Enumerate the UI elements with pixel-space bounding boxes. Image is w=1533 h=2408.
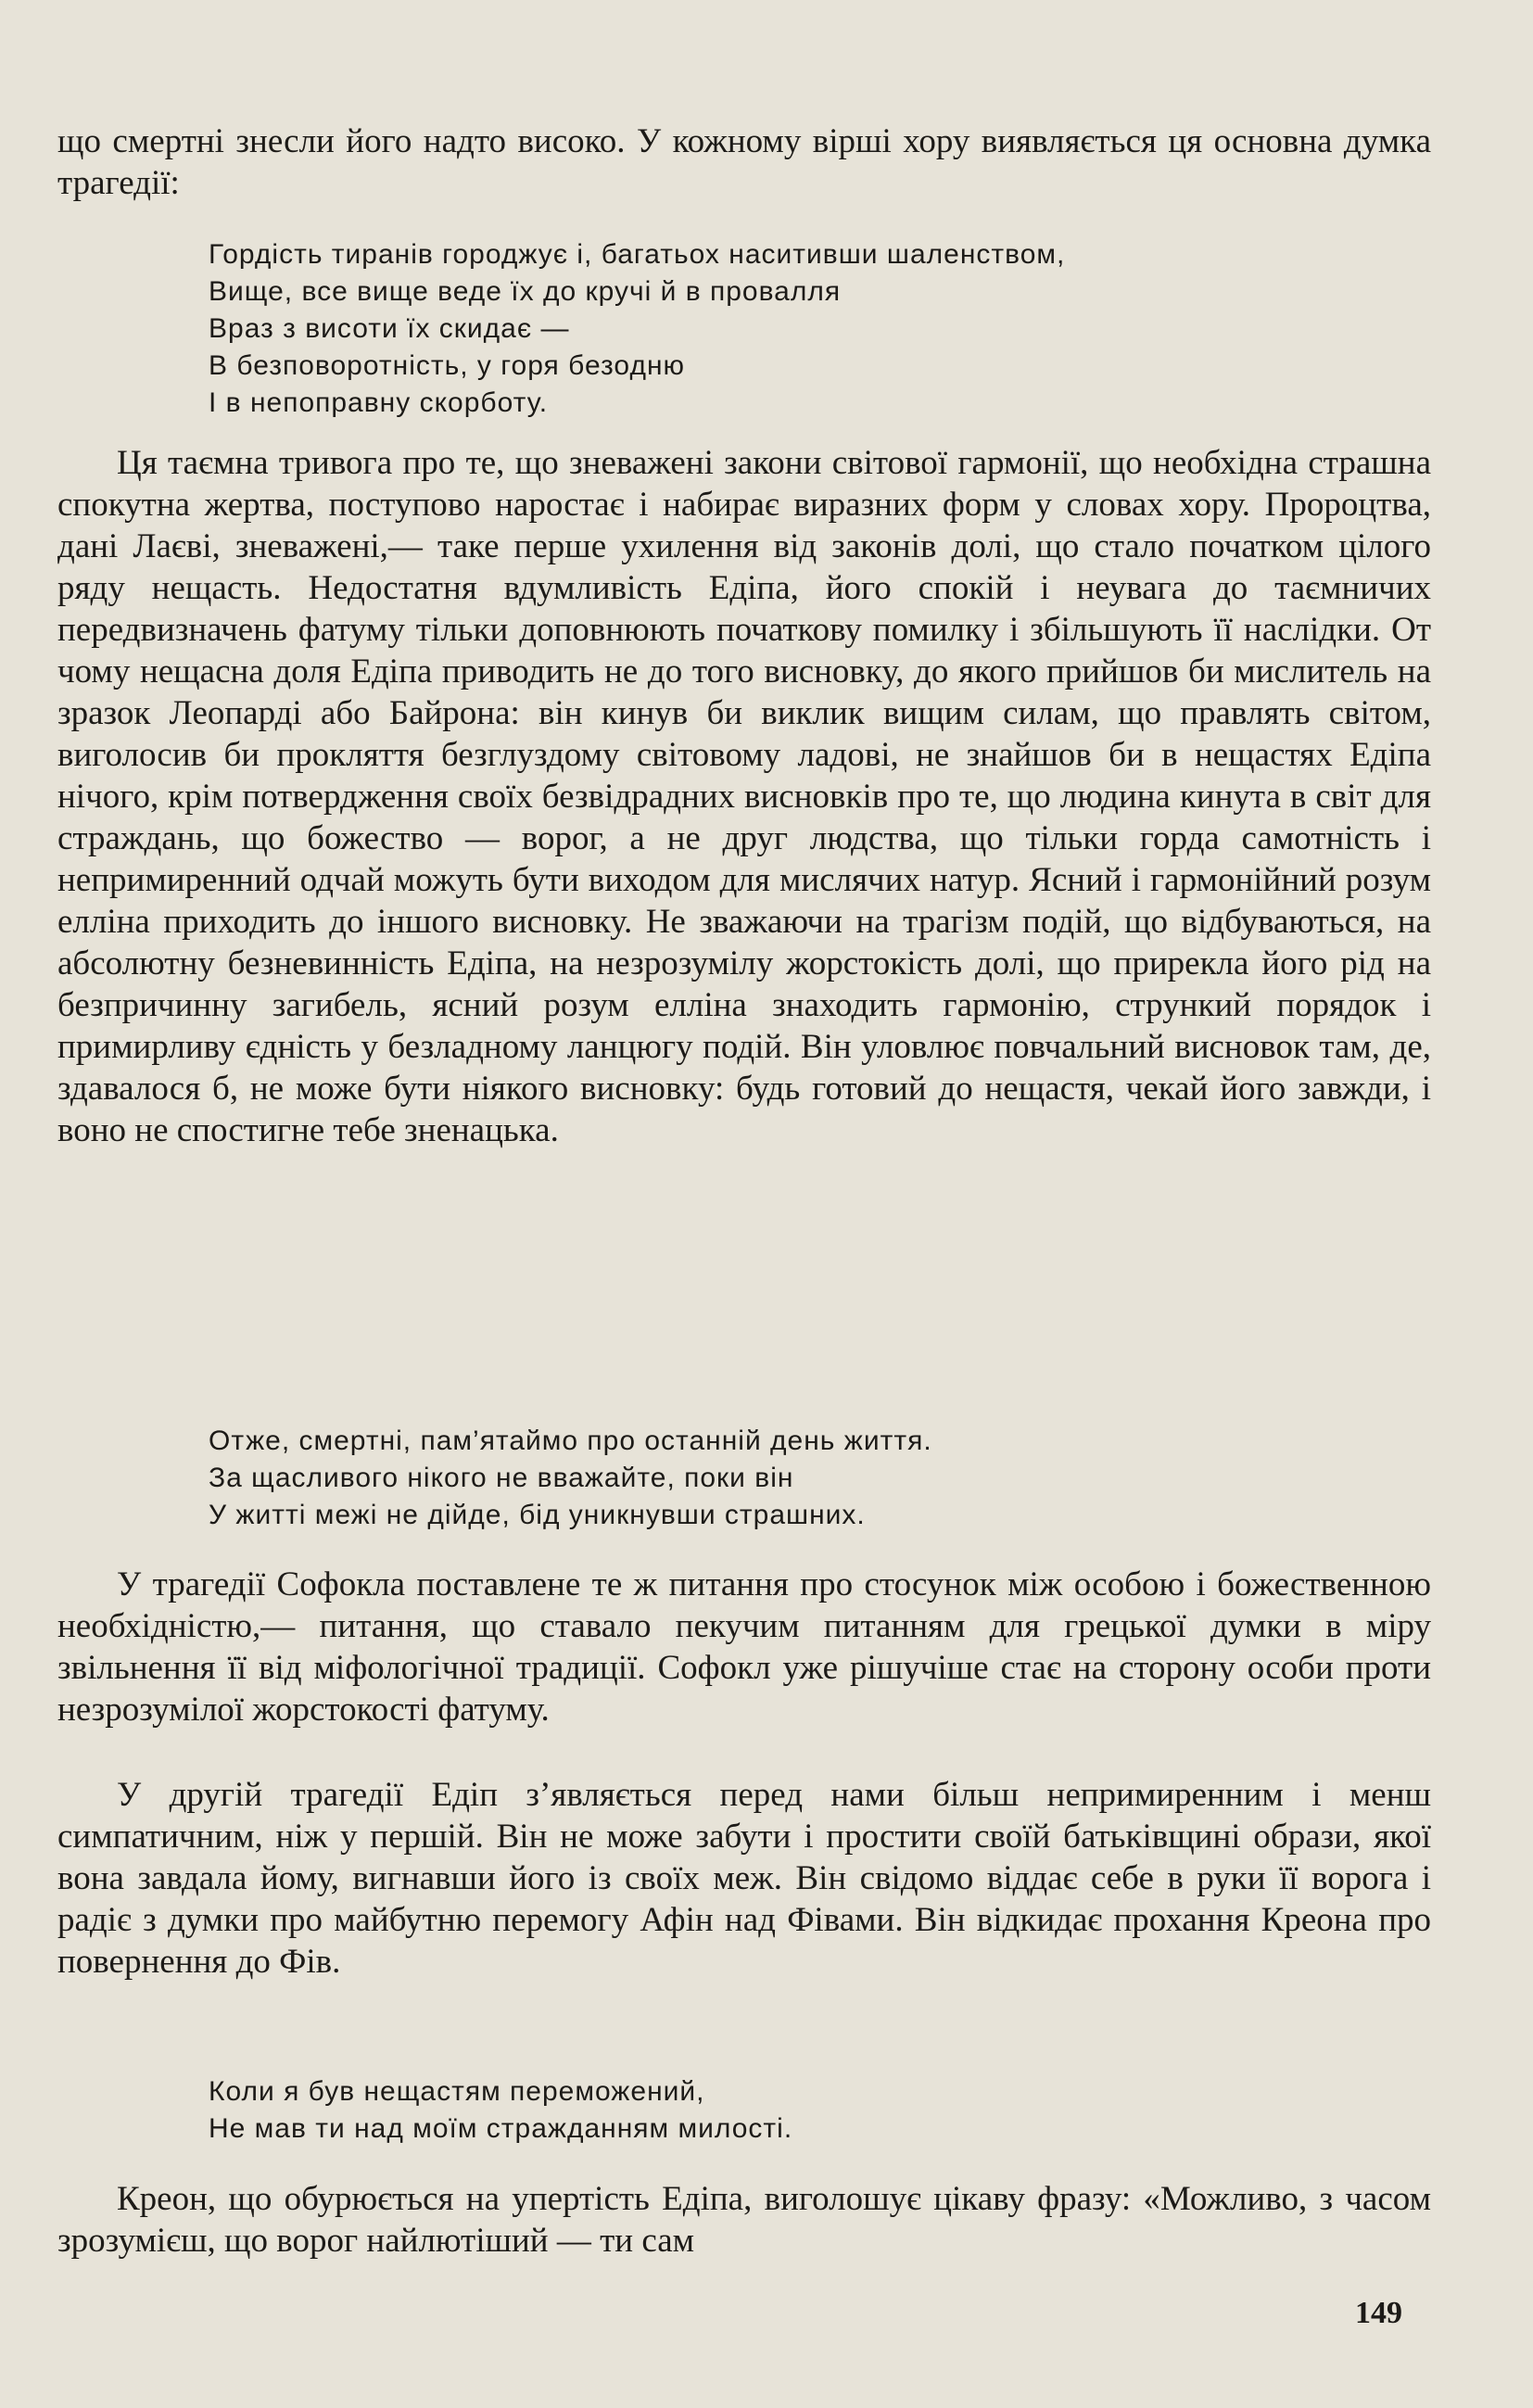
verse-line: Отже, смертні, пам’ятаймо про останній день життя.: [209, 1426, 932, 1456]
paragraph-sophocles-tragedy: У трагедії Софокла поставлене те ж питання про стосунок між особою і божественною необхідністю,— питання, що ставало пекучим питанням для грецької думки в міру звільнення її від міфологічної традиції. Софокл уже рішучіше стає на сторону особи проти незрозумілої жорстокості фатуму.: [57, 1565, 1431, 1729]
verse-line: І в непоправну скорботу.: [209, 387, 549, 418]
verse-chorus-pride: [209, 236, 1413, 422]
verse-line: Враз з висоти їх скидає —: [209, 313, 570, 344]
verse-line: Гордість тиранів городжує і, багатьох наситивши шаленством,: [209, 239, 1066, 270]
verse-line: За щасливого нікого не вважайте, поки він: [209, 1463, 794, 1493]
page-number: 149: [1355, 2296, 1402, 2330]
verse-line: Не мав ти над моїм стражданням милості.: [209, 2113, 793, 2144]
verse-oedipus-reply: [209, 2073, 1413, 2148]
verse-line: У житті межі не дійде, бід уникнувши страшних.: [209, 1500, 866, 1530]
paragraph-second-tragedy: У другій трагедії Едіп з’являється перед нами більш непримиренним і менш симпатичним, ніж у першій. Він не може забути і простити своїй батьківщині образи, якої вона завдала йому, вигнавши його із своїх меж. Він свідомо віддає себе в руки її ворога і радіє з думки про майбутню перемогу Афін над Фівами. Він відкидає прохання Креона про повернення до Фів.: [57, 1776, 1431, 1981]
verse-line: Вище, все вище веде їх до кручі й в провалля: [209, 276, 842, 307]
verse-line: Коли я був нещастям переможений,: [209, 2076, 705, 2107]
paragraph-secret-anxiety: Ця таємна тривога про те, що зневажені закони світової гармонії, що необхідна страшна спокутна жертва, поступово наростає і набирає виразних форм у словах хору. Пророцтва, дані Лаєві, зневажені,— таке перше ухилення від законів долі, що стало початком цілого ряду нещасть. Недостатня вдумливість Едіпа, його спокій і неувага до таємничих передвизначень фатуму тільки доповнюють початкову помилку і збільшують її наслідки. От чому нещасна доля Едіпа приводить не до того висновку, до якого прийшов би мислитель на зразок Леопарді або Байрона: він кинув би виклик вищим силам, що правлять світом, виголосив би прокляття безглуздому світовому ладові, не знайшов би в нещастях Едіпа нічого, крім потвердження своїх безвідрадних висновків про те, що людина кинута в світ для страждань, що божество — ворог, а не друг людства, що тільки горда самотність і непримиренний одчай можуть бути виходом для мислячих натур. Ясний і гармонійний розум елліна приходить до іншого висновку. Не зважаючи на трагізм подій, що відбуваються, на абсолютну безневинність Едіпа, на незрозумілу жорстокість долі, що прирекла його рід на безпричинну загибель, ясний розум елліна знаходить гармонію, стрункий порядок і примирливу єдність у безладному ланцюгу подій. Він уловлює повчальний висновок там, де, здавалося б, не може бути ніякого висновку: будь готовий до нещастя, чекай його завжди, і воно не спостигне тебе зненацька.: [57, 444, 1431, 1149]
verse-remember-last-day: [209, 1423, 1413, 1534]
paragraph-creon: Креон, що обурюється на упертість Едіпа, виголошує цікаву фразу: «Можливо, з часом зрозумієш, що ворог найлютіший — ти сам: [57, 2180, 1431, 2260]
opening-paragraph: що смертні знесли його надто високо. У кожному вірші хору виявляється ця основна думка трагедії:: [57, 122, 1431, 202]
verse-line: В безповоротність, у горя безодню: [209, 350, 686, 381]
